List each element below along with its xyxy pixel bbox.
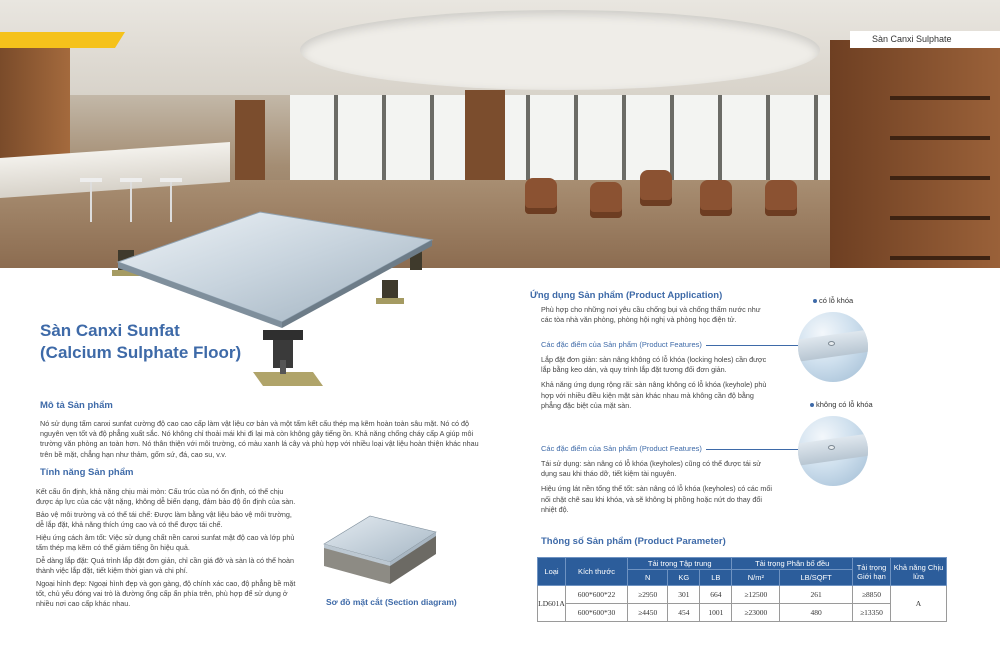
application-text: Phù hợp cho những nơi yêu cầu chống bụi và chống thấm nước như các tòa nhà văn phòng, phòng hội nghị và phòng học điện tử. [541, 305, 761, 325]
parameters-heading: Thông số Sản phẩm (Product Parameter) [541, 536, 726, 547]
cell-limit: ≥8850 [853, 586, 891, 604]
keyhole [828, 341, 835, 346]
pedestal-right [376, 280, 404, 304]
header-lbsqft: LB/SQFT [780, 570, 853, 586]
header-tai-trong-gioi-han: Tải trọng Giới hạn [853, 558, 891, 586]
table-row [538, 604, 947, 622]
lounge-chair [525, 178, 557, 214]
raised-floor-panel-illustration [110, 210, 440, 400]
header-loai: Loại [538, 558, 566, 586]
product-feature-paragraph: Hiệu ứng lát nền tổng thể tốt: sàn nâng có lỗ khóa (keyholes) có các mối nối chặt chẽ sau khi khóa, và sẽ không bị phồng hoặc nứt do thay đổi nhiệt độ. [541, 484, 772, 514]
product-features-title: Các đặc điểm của Sản phẩm (Product Features) [541, 444, 702, 453]
cell-limit: ≥13350 [853, 604, 891, 622]
table-row [538, 586, 947, 604]
section-diagram-illustration [320, 510, 440, 592]
cell-size: 600*600*30 [566, 604, 628, 622]
title-line-2: (Calcium Sulphate Floor) [40, 343, 242, 362]
wood-pillar [465, 90, 505, 190]
header-tai-trong-phan-bo: Tải trọng Phân bố đều [732, 558, 853, 570]
cell-lbsqft: 480 [780, 604, 853, 622]
ceiling-oval [300, 10, 820, 90]
product-feature-paragraph: Tái sử dụng: sàn nâng có lỗ khóa (keyholes) cũng có thể được tái sử dụng sau khi tháo dỡ, tiết kiệm tài nguyên. [541, 459, 762, 479]
features-list [36, 487, 298, 612]
feature-item: Bảo vệ môi trường và có thể tái chế: Được làm bằng vật liệu bảo vệ môi trường, dễ lắp đặt, khả năng thích ứng cao và có thể được tái chế. [36, 509, 292, 530]
features-heading: Tính năng Sản phẩm [40, 467, 134, 478]
accent-bar [0, 32, 125, 48]
label-with-keyhole [813, 296, 853, 305]
lounge-chair [640, 170, 672, 206]
lounge-chair [765, 180, 797, 216]
label-without-keyhole-text: không có lỗ khóa [816, 400, 873, 409]
pedestal-front [253, 330, 323, 386]
lounge-chair [700, 180, 732, 216]
product-features-text [541, 355, 773, 414]
feature-item: Dễ dàng lắp đặt: Quá trình lắp đặt đơn giản, chỉ cần giá đỡ và sàn là có thể hoàn thành việc lắp đặt, tiết kiệm thời gian và chi phí. [36, 555, 294, 575]
cell-nm2: ≥23000 [732, 604, 780, 622]
bar-stool [80, 178, 102, 182]
panel-without-keyhole-closeup [798, 416, 868, 486]
bar-stool [160, 178, 182, 182]
product-features-title: Các đặc điểm của Sản phẩm (Product Features) [541, 340, 702, 349]
bar-stool [120, 178, 142, 182]
bullet-dot [810, 403, 814, 407]
panel-with-keyhole-closeup [798, 312, 868, 382]
feature-item: Ngoại hình đẹp: Ngoại hình đẹp và gọn gàng, độ chính xác cao, độ phẳng bề mặt tốt, chủ yếu đóng vai trò là đường ống cấp ẩn phía trên, phù hợp để sử dụng ở nhiều nơi cao cấp khác nhau. [36, 578, 296, 609]
page-title [40, 320, 241, 364]
header-kich-thuoc: Kích thước [566, 558, 628, 586]
product-feature-paragraph: Khả năng ứng dụng rộng rãi: sàn nâng không có lỗ khóa (keyhole) phù hợp với nhiều điều kiện mặt sàn khác nhau mà không cần độ bằng phẳng đặc biệt của mặt sàn. [541, 380, 767, 410]
cell-nm2: ≥12500 [732, 586, 780, 604]
label-without-keyhole [810, 400, 873, 409]
cell-kg: 454 [668, 604, 700, 622]
page-tag: Sàn Canxi Sulphate [850, 31, 1000, 48]
cell-lb: 664 [700, 586, 732, 604]
bullet-dot [813, 299, 817, 303]
description-heading: Mô tả Sản phẩm [40, 400, 113, 411]
product-feature-paragraph: Lắp đặt đơn giản: sàn nâng không có lỗ khóa (locking holes) cần được lắp bằng keo dán, và quy trình lắp đặt tương đối đơn giản. [541, 355, 767, 375]
cell-kg: 301 [668, 586, 700, 604]
header-nm2: N/m² [732, 570, 780, 586]
header-kha-nang-chiu-lua: Khả năng Chịu lửa [891, 558, 947, 586]
feature-item: Hiệu ứng cách âm tốt: Việc sử dụng chất nền canxi sunfat mật độ cao và lớp phủ tấm thép mạ kẽm có thể giảm tiếng ồn hiệu quả. [36, 532, 295, 553]
description-text: Nó sử dụng tấm canxi sunfat cường độ cao cao cấp làm vật liệu cơ bản và một tấm kết cấu thép mạ kẽm hoàn toàn sâu mặt. Nó có độ nguyên vẹn tốt và độ phẳng xuất sắc. Nó không chỉ thoải mái khi đi lại mà còn không gây tiếng ồn. Khả năng chống cháy cấp A giúp môi trường văn phòng an toàn hơn. Nó thân thiện với môi trường, có màu xanh lá cây và phù hợp với nhiều loại vật liệu hoàn thiện khác nhau trên bề mặt, chẳng hạn như thảm, gốm sứ, đá, cao su, v.v. [40, 419, 479, 459]
header-kg: KG [668, 570, 700, 586]
cell-fire: A [891, 586, 947, 622]
cell-size: 600*600*22 [566, 586, 628, 604]
section-diagram-caption: Sơ đồ mặt cắt (Section diagram) [326, 597, 457, 607]
header-tai-trong-tap-trung: Tải trọng Tập trung [628, 558, 732, 570]
cell-n: ≥2950 [628, 586, 668, 604]
parameters-table [537, 557, 947, 622]
application-heading: Ứng dụng Sản phẩm (Product Application) [530, 290, 723, 301]
keyhole-marker [828, 445, 835, 450]
feature-item: Kết cấu ổn định, khả năng chịu mài mòn: Cấu trúc của nó ổn định, có thể chịu được áp lực của các vật nặng, không dễ biến dạng, đảm bảo độ ổn định của sàn. [36, 487, 296, 507]
cell-model: LD601A [538, 586, 566, 622]
title-line-1: Sàn Canxi Sunfat [40, 321, 180, 340]
cell-lbsqft: 261 [780, 586, 853, 604]
header-lb: LB [700, 570, 732, 586]
windows [290, 95, 830, 180]
header-n: N [628, 570, 668, 586]
cell-n: ≥4450 [628, 604, 668, 622]
cell-lb: 1001 [700, 604, 732, 622]
wood-pillar [235, 100, 265, 190]
product-features-text [541, 459, 773, 518]
wood-shelves [890, 60, 990, 260]
label-with-keyhole-text: có lỗ khóa [819, 296, 854, 305]
lounge-chair [590, 182, 622, 218]
